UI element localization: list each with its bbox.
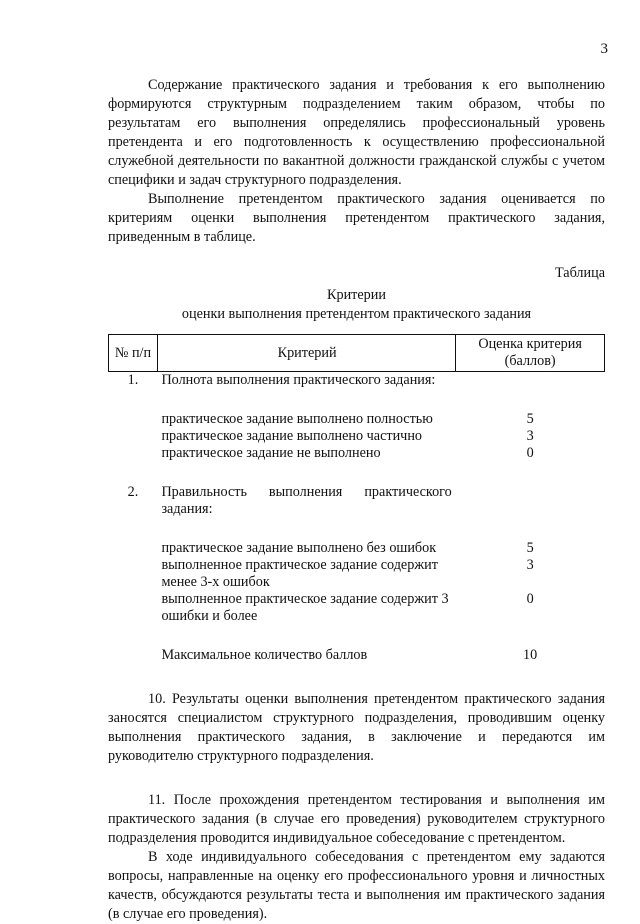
criterion-score: 5 (526, 540, 534, 556)
table-row (109, 372, 605, 390)
table-caption: Таблица (554, 265, 605, 281)
section-11-paragraph-2: В ходе индивидуального собеседования с претендентом ему задаются вопросы, направленные на оценку его профессионального уровня и личностных качеств, обсуждаются результаты теста и выполнения им практического задания (в случае его проведения). (108, 849, 605, 922)
intro-paragraph-1: Содержание практического задания и требования к его выполнению формируются структурным подразделением таким образом, чтобы по результатам его выполнения определялись профессиональный уровень претендента и его подготовленность к осуществлению профессиональной служебной деятельности по вакантной должности гражданской службы с учетом специфики и задач структурного подразделения. (108, 77, 605, 188)
criterion-item: практическое задание выполнено без ошибок (161, 540, 437, 556)
header-num-label: № п/п (114, 344, 152, 361)
criterion-score: 5 (526, 411, 534, 427)
criterion-item: выполненное практическое задание содержит 3 ошибки и более (161, 591, 449, 624)
table-total-row (109, 647, 605, 664)
table-title: Критерии (327, 287, 386, 303)
header-score: Оценка критерия (баллов) (456, 335, 605, 372)
table-subrow (109, 557, 605, 591)
empty-cell (456, 372, 605, 390)
criterion-item: выполненное практическое задание содержит менее 3-х ошибок (161, 557, 438, 590)
intro-paragraph-2: Выполнение претендентом практического задания оценивается по критериям оценки выполнения претендентом практического задания, приведенным в таблице. (108, 191, 605, 245)
table-subrow (109, 591, 605, 625)
criteria-table (108, 334, 605, 664)
criterion-item: практическое задание выполнено частично (161, 428, 423, 444)
table-subrow (109, 428, 605, 445)
document-body (108, 76, 605, 924)
page-number: 3 (600, 41, 608, 57)
criterion-score: 0 (526, 445, 534, 461)
criterion-item: практическое задание выполнено полностью (161, 411, 433, 427)
row-number: 1. (127, 372, 139, 388)
header-criterion: Критерий (157, 335, 455, 372)
section-11-paragraph-1: 11. После прохождения претендентом тестирования и выполнения им практического задания (в случае его проведения) руководителем структурного подразделения проводится индивидуальное собеседование с претендентом. (108, 792, 605, 846)
total-label: Максимальное количество баллов (161, 647, 368, 663)
section-10-paragraph: 10. Результаты оценки выполнения претендентом практического задания заносятся специалистом структурного подразделения, проводившим оценку выполнения практического задания, в заключение и передаются им руководителю структурного подразделения. (108, 691, 605, 764)
table-row (109, 484, 605, 518)
criterion-score: 0 (526, 591, 534, 607)
criterion-title: Полнота выполнения практического задания: (161, 372, 436, 388)
criterion-score: 3 (526, 557, 534, 573)
table-subrow (109, 445, 605, 462)
total-score: 10 (523, 647, 538, 663)
criterion-title: Правильность выполнения практического задания: (161, 484, 452, 517)
criterion-item: практическое задание не выполнено (161, 445, 381, 461)
header-num (109, 335, 158, 372)
table-header-row (109, 335, 605, 372)
empty-cell (456, 484, 605, 518)
table-subrow (109, 540, 605, 557)
table-subrow (109, 411, 605, 428)
criterion-score: 3 (526, 428, 534, 444)
row-number: 2. (127, 484, 139, 500)
table-subtitle: оценки выполнения претендентом практического задания (181, 306, 532, 322)
